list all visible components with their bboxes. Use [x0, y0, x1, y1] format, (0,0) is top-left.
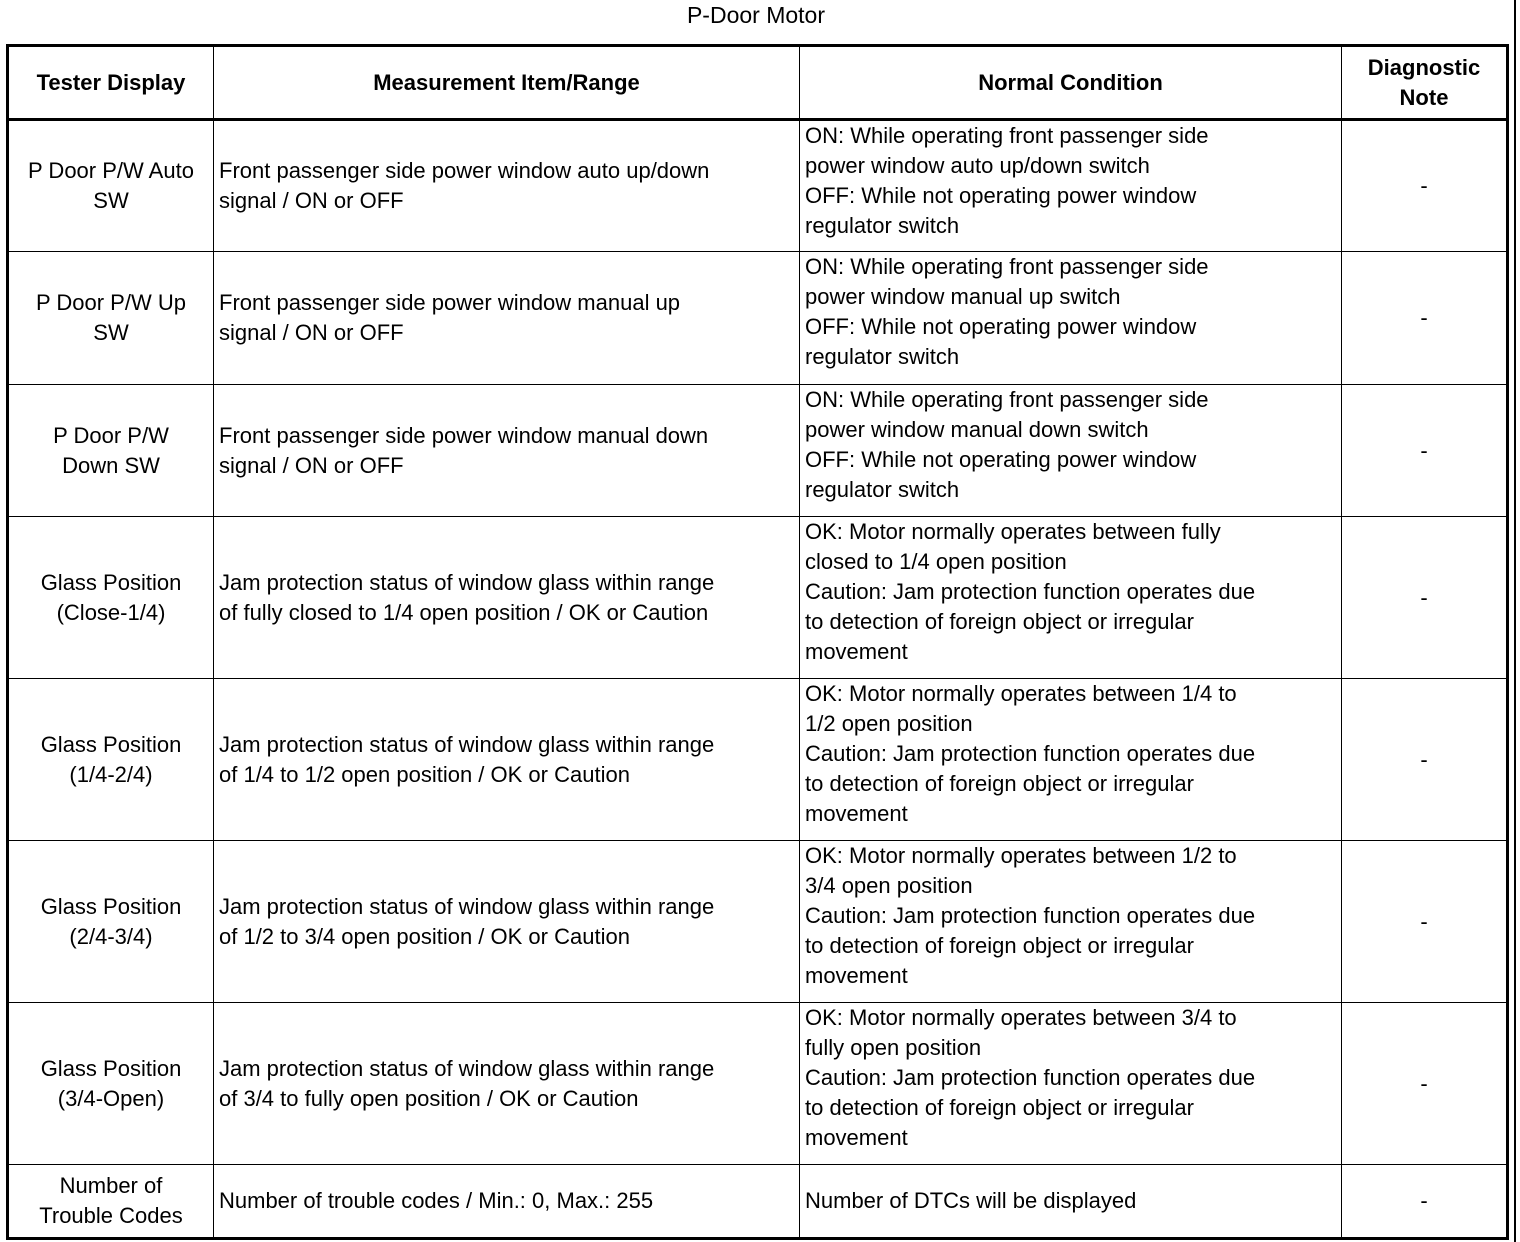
diagnostic-note-cell: -: [1342, 1003, 1508, 1165]
normal-condition-cell-line: OFF: While not operating power window: [805, 447, 1197, 472]
normal-condition-cell-line: OK: Motor normally operates between 1/2 to: [805, 843, 1237, 868]
tester-display-cell: [8, 679, 214, 841]
measurement-cell-line: of 1/2 to 3/4 open position / OK or Caution: [219, 923, 630, 949]
normal-condition-cell-line: to detection of foreign object or irregular: [805, 1095, 1194, 1120]
table-row: [8, 517, 1508, 679]
tester-display-cell: [8, 517, 214, 679]
tester-display-cell-line: Number of: [59, 1173, 163, 1198]
normal-condition-cell: [800, 252, 1342, 385]
tester-display-cell: [8, 252, 214, 385]
table-row: [8, 385, 1508, 517]
tester-display-cell-line: (Close-1/4): [56, 599, 166, 625]
tester-display-cell-line: Glass Position: [40, 1055, 182, 1081]
normal-condition-cell-line: ON: While operating front passenger side: [805, 254, 1209, 279]
page-title: P-Door Motor: [686, 2, 826, 28]
measurement-cell-line: Number of trouble codes / Min.: 0, Max.: 255: [219, 1188, 654, 1213]
normal-condition-cell-line: Caution: Jam protection function operates due: [805, 741, 1256, 766]
measurement-cell-line: signal / ON or OFF: [219, 320, 404, 345]
normal-condition-cell-line: OK: Motor normally operates between 1/4 to: [805, 681, 1237, 706]
tester-display-cell-line: P Door P/W Up: [36, 290, 186, 315]
normal-condition-cell-line: ON: While operating front passenger side: [805, 123, 1209, 148]
diagnostic-note-cell: -: [1342, 517, 1508, 679]
measurement-cell: [214, 1165, 800, 1239]
table-row: [8, 120, 1508, 252]
normal-condition-cell-line: Caution: Jam protection function operates due: [805, 1065, 1256, 1090]
diagnostic-note-cell: -: [1342, 841, 1508, 1003]
normal-condition-cell-line: regulator switch: [805, 213, 960, 238]
normal-condition-cell: [800, 679, 1342, 841]
normal-condition-cell-line: regulator switch: [805, 477, 960, 502]
header-normal-condition: Normal Condition: [800, 46, 1342, 120]
tester-display-cell: [8, 385, 214, 517]
measurement-cell-line: Jam protection status of window glass within range: [219, 1055, 715, 1081]
normal-condition-cell-line: movement: [805, 801, 908, 826]
measurement-cell: [214, 385, 800, 517]
measurement-cell: [214, 120, 800, 252]
header-row: [8, 46, 1508, 120]
page-edge-rule: [1514, 0, 1516, 1242]
measurement-cell: [214, 841, 800, 1003]
header-measurement: Measurement Item/Range: [214, 46, 800, 120]
measurement-cell-line: signal / ON or OFF: [219, 188, 404, 213]
normal-condition-cell-line: to detection of foreign object or irregular: [805, 771, 1194, 796]
normal-condition-cell-line: OFF: While not operating power window: [805, 314, 1197, 339]
normal-condition-cell-line: Number of DTCs will be displayed: [805, 1188, 1137, 1213]
normal-condition-cell-line: OK: Motor normally operates between fully: [805, 519, 1221, 544]
diagnostic-note-cell: -: [1342, 120, 1508, 252]
measurement-cell-line: of fully closed to 1/4 open position / OK or Caution: [219, 599, 709, 625]
diagnostic-note-cell: -: [1342, 1165, 1508, 1239]
tester-display-cell-line: (1/4-2/4): [69, 761, 153, 787]
measurement-cell-line: signal / ON or OFF: [219, 452, 404, 478]
normal-condition-cell-line: to detection of foreign object or irregular: [805, 933, 1194, 958]
measurement-cell-line: Jam protection status of window glass within range: [219, 569, 715, 595]
measurement-cell: [214, 1003, 800, 1165]
measurement-cell-line: Front passenger side power window auto up/down: [219, 158, 710, 183]
normal-condition-cell: [800, 1003, 1342, 1165]
normal-condition-cell-line: to detection of foreign object or irregular: [805, 609, 1194, 634]
measurement-cell: [214, 252, 800, 385]
normal-condition-cell-line: power window manual down switch: [805, 417, 1149, 442]
table-row: [8, 1003, 1508, 1165]
tester-display-cell: [8, 841, 214, 1003]
table-row: [8, 252, 1508, 385]
tester-display-cell-line: P Door P/W Auto: [28, 158, 194, 183]
tester-display-cell-line: Down SW: [62, 452, 160, 478]
header-diagnostic-note: [1342, 46, 1508, 120]
measurement-cell-line: Front passenger side power window manual down: [219, 422, 709, 448]
tester-display-cell-line: Glass Position: [40, 731, 182, 757]
measurement-cell-line: of 1/4 to 1/2 open position / OK or Caution: [219, 761, 630, 787]
normal-condition-cell-line: 3/4 open position: [805, 873, 973, 898]
measurement-cell: [214, 679, 800, 841]
measurement-cell: [214, 517, 800, 679]
normal-condition-cell: [800, 385, 1342, 517]
tester-display-cell-line: Glass Position: [40, 569, 182, 595]
normal-condition-cell-line: regulator switch: [805, 344, 960, 369]
normal-condition-cell-line: movement: [805, 963, 908, 988]
normal-condition-cell: [800, 841, 1342, 1003]
table-row: [8, 841, 1508, 1003]
tester-display-cell-line: P Door P/W: [53, 422, 169, 448]
table-body: [8, 120, 1508, 1239]
diagnostic-note-cell: -: [1342, 679, 1508, 841]
normal-condition-cell-line: ON: While operating front passenger side: [805, 387, 1209, 412]
normal-condition-cell: [800, 120, 1342, 252]
table-row: [8, 1165, 1508, 1239]
normal-condition-cell: [800, 1165, 1342, 1239]
tester-display-cell-line: (2/4-3/4): [69, 923, 153, 949]
normal-condition-cell-line: OK: Motor normally operates between 3/4 to: [805, 1005, 1237, 1030]
normal-condition-cell-line: movement: [805, 1125, 908, 1150]
normal-condition-cell-line: Caution: Jam protection function operates due: [805, 579, 1256, 604]
normal-condition-cell-line: movement: [805, 639, 908, 664]
measurement-cell-line: of 3/4 to fully open position / OK or Caution: [219, 1085, 639, 1111]
diagnostic-note-cell: -: [1342, 385, 1508, 517]
measurement-cell-line: Jam protection status of window glass within range: [219, 731, 715, 757]
tester-display-cell: [8, 120, 214, 252]
tester-display-cell: [8, 1165, 214, 1239]
measurement-cell-line: Front passenger side power window manual up: [219, 290, 681, 315]
normal-condition-cell-line: Caution: Jam protection function operates due: [805, 903, 1256, 928]
measurement-cell-line: Jam protection status of window glass within range: [219, 893, 715, 919]
normal-condition-cell-line: 1/2 open position: [805, 711, 973, 736]
normal-condition-cell-line: power window manual up switch: [805, 284, 1121, 309]
normal-condition-cell-line: fully open position: [805, 1035, 982, 1060]
tester-display-cell-line: SW: [93, 188, 129, 213]
header-tester-display: Tester Display: [8, 46, 214, 120]
normal-condition-cell-line: OFF: While not operating power window: [805, 183, 1197, 208]
normal-condition-cell-line: power window auto up/down switch: [805, 153, 1150, 178]
diagnostic-note-cell: -: [1342, 252, 1508, 385]
data-table: [6, 44, 1509, 1240]
normal-condition-cell-line: closed to 1/4 open position: [805, 549, 1067, 574]
tester-display-cell: [8, 1003, 214, 1165]
header-diagnostic-note-line: Diagnostic: [1367, 54, 1481, 80]
table-row: [8, 679, 1508, 841]
tester-display-cell-line: Trouble Codes: [39, 1203, 183, 1228]
tester-display-cell-line: SW: [93, 320, 129, 345]
tester-display-cell-line: (3/4-Open): [57, 1085, 165, 1111]
tester-display-cell-line: Glass Position: [40, 893, 182, 919]
header-diagnostic-note-line: Note: [1399, 84, 1449, 110]
normal-condition-cell: [800, 517, 1342, 679]
